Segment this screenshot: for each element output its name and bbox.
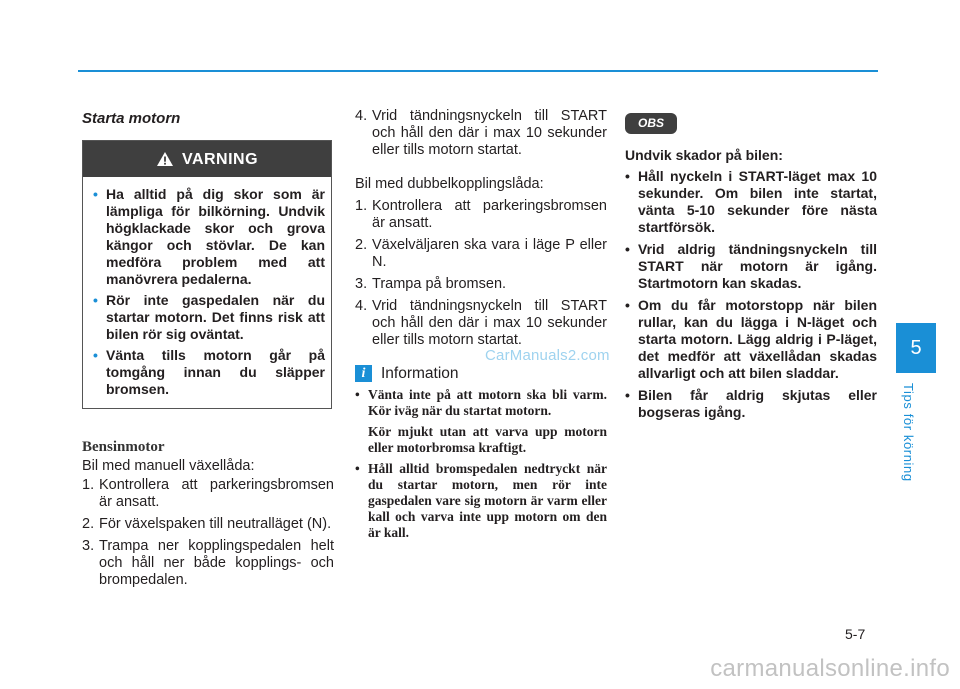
obs-item-text: Vrid aldrig tändningsnyckeln till START när motorn är igång. Startmotorn kan skadas. (638, 241, 877, 291)
step-item (82, 538, 334, 589)
footer-watermark: carmanualsonline.info (710, 655, 950, 682)
step-text: Kontrollera att parkeringsbromsen är ansatt. (99, 477, 334, 510)
top-rule (78, 70, 878, 72)
step-number: 2. (82, 516, 95, 532)
step-number: 2. (355, 237, 368, 253)
step-text: Växelväljaren ska vara i läge P eller N. (372, 237, 607, 270)
step-number: 4. (355, 108, 368, 124)
bullet-icon: • (355, 387, 360, 402)
obs-item (625, 297, 877, 382)
bullet-icon: • (93, 292, 98, 308)
step-item (355, 108, 607, 159)
warning-item (93, 292, 325, 343)
information-header (355, 365, 607, 382)
step-number: 3. (82, 538, 95, 554)
warning-item-text: Vänta tills motorn går på tomgång innan du släpper bromsen. (106, 347, 325, 397)
gasoline-heading: Bensinmotor (82, 439, 165, 455)
step-item (82, 477, 334, 511)
dct-intro: Bil med dubbelkopplingslåda: (355, 176, 544, 192)
info-item-text: Vänta inte på att motorn ska bli varm. Kör iväg när du startat motorn. (368, 387, 607, 418)
bullet-icon: • (625, 387, 630, 403)
step-number: 1. (82, 477, 95, 493)
step-number: 3. (355, 276, 368, 292)
warning-item-text: Rör inte gaspedalen när du startar motorn. Det finns risk att bilen rör sig oväntat. (106, 292, 325, 342)
step-number: 4. (355, 298, 368, 314)
info-item (355, 387, 607, 419)
info-subtext: Kör mjukt utan att varva upp motorn eller motorbromsa kraftigt. (368, 424, 607, 455)
warning-item (93, 347, 325, 398)
warning-item-text: Ha alltid på dig skor som är lämpliga för bilkörning. Undvik högklackade skor och grova kängor och stövlar. De kan medföra problem med att manövrera pedalerna. (106, 186, 325, 287)
gasoline-intro: Bil med manuell växellåda: (82, 458, 255, 474)
step-text: För växelspaken till neutralläget (N). (99, 516, 332, 532)
step-item (355, 298, 607, 349)
obs-item (625, 241, 877, 292)
info-item (355, 461, 607, 541)
step-item (355, 198, 607, 232)
column-middle (355, 108, 607, 546)
column-left (82, 108, 334, 594)
page-number: 5-7 (845, 626, 866, 642)
obs-item-text: Om du får motorstopp när bilen rullar, kan du lägga i N-läget och starta motorn. Lägg aldrig i P-läget, det medför att växellådan skadas allvarligt och att bilen sladdar. (638, 297, 877, 381)
obs-item (625, 168, 877, 236)
warning-body (83, 177, 331, 408)
step-text: Vrid tändningsnyckeln till START och håll den där i max 10 sekunder eller tills motorn startat. (372, 108, 607, 158)
section-title: Starta motorn (82, 110, 181, 127)
bullet-icon: • (625, 241, 630, 257)
warning-box (82, 140, 332, 409)
warning-header (83, 141, 331, 177)
bullet-icon: • (93, 186, 98, 202)
bullet-icon: • (625, 168, 630, 184)
step-text: Trampa ner kopplingspedalen helt och håll ner både kopplings- och brompedalen. (99, 538, 334, 588)
warning-label: VARNING (181, 150, 259, 168)
chapter-title: Tips för körning (901, 383, 916, 482)
information-title: Information (381, 365, 459, 382)
chapter-tab: 5 (896, 323, 936, 373)
obs-item-text: Bilen får aldrig skjutas eller bogseras igång. (638, 387, 877, 420)
obs-badge: OBS (625, 113, 677, 134)
bullet-icon: • (625, 297, 630, 313)
info-item-text: Håll alltid bromspedalen nedtryckt när du startar motorn, men rör inte gaspedalen vare sig motorn är varm eller kall och varva inte upp motorn om den är kall. (368, 461, 607, 540)
warning-triangle-icon (156, 151, 174, 167)
watermark: CarManuals2.com (485, 347, 610, 364)
obs-item-text: Håll nyckeln i START-läget max 10 sekunder. Om bilen inte startat, vänta 5-10 sekunder före nästa startförsök. (638, 168, 877, 235)
obs-lead: Undvik skador på bilen: (625, 147, 783, 163)
step-text: Kontrollera att parkeringsbromsen är ansatt. (372, 198, 607, 231)
obs-item (625, 387, 877, 421)
step-text: Trampa på bromsen. (372, 276, 507, 292)
bullet-icon: • (355, 461, 360, 476)
step-number: 1. (355, 198, 368, 214)
step-text: Vrid tändningsnyckeln till START och håll den där i max 10 sekunder eller tills motorn startat. (372, 298, 607, 348)
step-item (82, 516, 334, 533)
step-item (355, 237, 607, 271)
column-right (625, 108, 877, 426)
warning-item (93, 186, 325, 288)
bullet-icon: • (93, 347, 98, 363)
step-item (355, 276, 607, 293)
info-icon: i (355, 365, 372, 382)
